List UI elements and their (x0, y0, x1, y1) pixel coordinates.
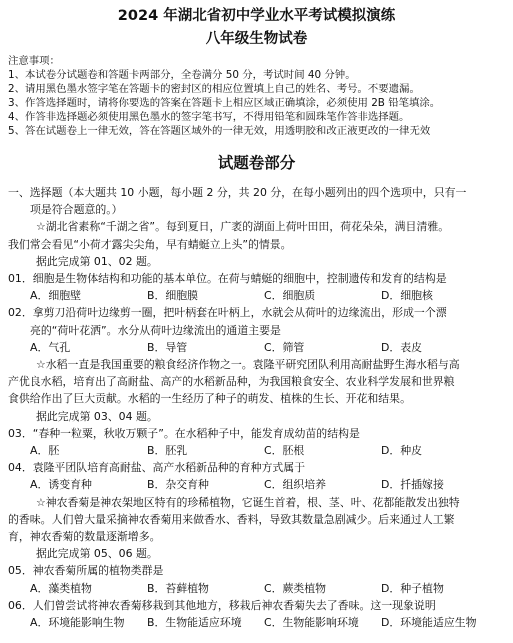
passage-line: ☆水稻一直是我国重要的粮食经济作物之一。袁隆平研究团队利用高耐盐野生海水稻与高 (36, 358, 460, 372)
notice-item: 3、作答选择题时，请将你要选的答案在答题卡上相应区域正确填涂，必须使用 2B 铅笔填涂。 (8, 97, 441, 109)
question-06-options (8, 614, 505, 631)
question-02-cont: 亮的“荷叶花洒”。水分从荷叶边缘流出的通道主要是 (30, 323, 281, 337)
option-d: D．种子植物 (381, 581, 444, 595)
option-a: A．环境能影响生物 (30, 616, 125, 630)
option-b: B．杂交育种 (147, 478, 209, 492)
exam-title: 2024 年湖北省初中学业水平考试模拟演练 (117, 8, 396, 24)
question-04-options (8, 476, 505, 493)
passage-line: 我们常会看见“小荷才露尖尖角，早有蜻蜓立上头”的情景。 (8, 237, 292, 251)
option-a: A．诱变育种 (30, 478, 92, 492)
option-b: B．胚乳 (147, 444, 188, 458)
option-d: D．表皮 (381, 340, 423, 354)
option-c: C．胚根 (264, 444, 305, 458)
notice-section (8, 54, 505, 138)
option-c: C．生物能影响环境 (264, 616, 359, 630)
option-c: C．组织培养 (264, 478, 327, 492)
option-a: A．细胞壁 (30, 289, 82, 303)
question-05-options (8, 580, 505, 597)
option-a: A．藻类植物 (30, 581, 92, 595)
option-c: C．细胞质 (264, 289, 316, 303)
option-c: C．蕨类植物 (264, 581, 327, 595)
option-a: A．气孔 (30, 340, 71, 354)
option-b: B．生物能适应环境 (147, 616, 242, 630)
question-05: 05．神农香菊所属的植物类群是 (8, 564, 164, 578)
question-04: 04．袁隆平团队培育高耐盐、高产水稻新品种的育种方式属于 (8, 461, 306, 475)
part-intro-cont: 项是符合题意的。） (30, 203, 123, 217)
section-title: 试题卷部分 (217, 154, 296, 172)
passage-line: 的香味。人们曾大量采摘神农香菊用来做香水、香料，导致其数量急剧减少。后来通过人工繁 (8, 512, 455, 526)
option-b: B．细胞膜 (147, 289, 199, 303)
option-b: B．导管 (147, 340, 188, 354)
question-02: 02．拿剪刀沿荷叶边缘剪一圈，把叶柄套在叶柄上，水就会从荷叶的边缘流出，形成一个漂 (8, 306, 447, 320)
option-d: D．种皮 (381, 444, 423, 458)
passage-line: 育，神农香菊的数量逐渐增多。 (8, 530, 161, 544)
passage-instruction: 据此完成第 03、04 题。 (36, 409, 158, 423)
question-06: 06．人们曾尝试将神农香菊移栽到其他地方，移栽后神农香菊失去了香味。这一现象说明 (8, 598, 436, 612)
question-02-options (8, 339, 505, 356)
option-b: B．苔藓植物 (147, 581, 209, 595)
passage-line: ☆神农香菊是神农架地区特有的珍稀植物，它诞生首着，根、茎、叶、花都能散发出独特 (36, 495, 460, 509)
option-d: D．环境能适应生物 (381, 616, 477, 630)
passage-line: 食供给作出了巨大贡献。水稻的一生经历了种子的萌发、植株的生长、开花和结果。 (8, 392, 411, 406)
option-a: A．胚 (30, 444, 60, 458)
exam-subtitle: 八年级生物试卷 (205, 31, 308, 47)
option-d: D．扦插嫁接 (381, 478, 444, 492)
question-01: 01．细胞是生物体结构和功能的基本单位。在荷与蜻蜓的细胞中，控制遗传和发育的结构是 (8, 272, 447, 286)
question-03-options (8, 442, 505, 459)
part-intro: 一、选择题（本大题共 10 小题，每小题 2 分，共 20 分，在每小题列出的四个选项中，只有一 (8, 186, 467, 199)
passage-line: 产优良水稻，培育出了高耐盐、高产的水稻新品种，为我国粮食安全、农业科学发展和世界粮 (8, 375, 455, 389)
notice-heading: 注意事项： (8, 55, 60, 67)
notice-item: 5、答在试题卷上一律无效，答在答题区域外的一律无效，用透明胶和改正液更改的一律无效 (8, 125, 431, 137)
question-01-options (8, 287, 505, 304)
question-03: 03．“春种一粒粟，秋收万颗子”。在水稻种子中，能发育成幼苗的结构是 (8, 426, 360, 440)
question-body (8, 184, 505, 631)
passage-instruction: 据此完成第 01、02 题。 (36, 254, 158, 268)
notice-item: 2、请用黑色墨水签字笔在答题卡的密封区的相应位置填上自己的姓名、考号。不要遗漏。 (8, 83, 420, 95)
option-d: D．细胞核 (381, 289, 433, 303)
option-c: C．筛管 (264, 340, 305, 354)
passage-instruction: 据此完成第 05、06 题。 (36, 547, 158, 561)
notice-item: 1、本试卷分试题卷和答题卡两部分，全卷满分 50 分，考试时间 40 分钟。 (8, 69, 356, 81)
passage-line: ☆湖北省素称“千湖之省”。每到夏日，广袤的湖面上荷叶田田，荷花朵朵，满目清雅。 (36, 220, 450, 234)
notice-item: 4、作答非选择题必须使用黑色墨水的签字笔书写，不得用铅笔和圆珠笔作答非选择题。 (8, 111, 410, 123)
